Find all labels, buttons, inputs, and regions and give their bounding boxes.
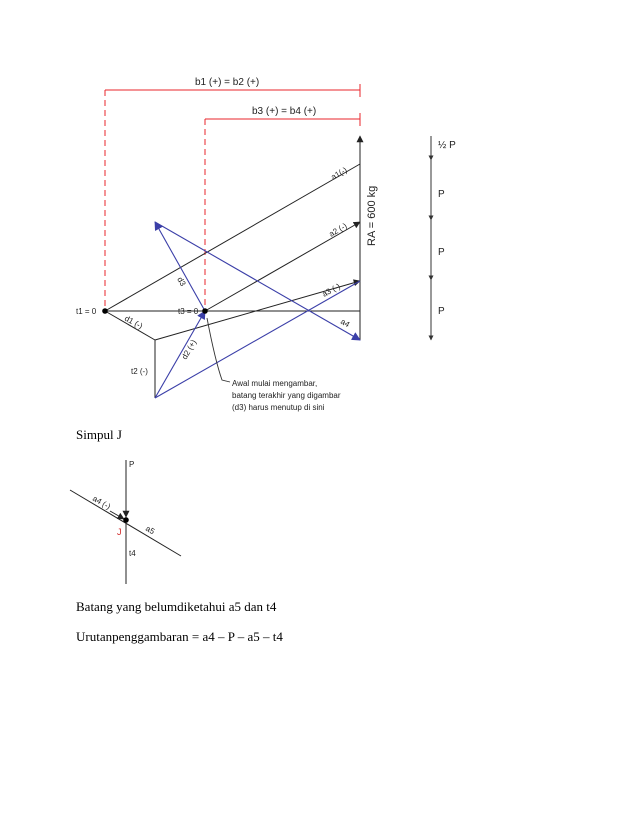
node-j (123, 517, 129, 523)
label-b3-b4: b3 (+) = b4 (+) (252, 106, 317, 117)
load-label-p1: P (438, 189, 445, 200)
load-label-p3: P (438, 306, 445, 317)
label-d1: d1 (-) (123, 313, 145, 331)
label-t2: t2 (-) (131, 367, 148, 376)
load-label-p2: P (438, 247, 445, 258)
label-ra: RA = 600 kg (366, 185, 378, 246)
node-t3 (202, 308, 208, 314)
note-line-1: Awal mulai mengambar, (232, 379, 318, 388)
note-line-3: (d3) harus menutup di sini (232, 403, 325, 412)
label-a1: a1(-) (329, 165, 349, 182)
label-a4-j: a4 (-) (91, 493, 113, 512)
note-line-2: batang terakhir yang digambar (232, 391, 341, 400)
note-leader (207, 318, 230, 382)
label-d3: d3 (175, 275, 188, 288)
label-p: P (129, 460, 135, 469)
text-unknown-members: Batang yang belumdiketahui a5 dan t4 (76, 599, 277, 614)
section-title: Simpul J (76, 427, 122, 442)
load-label-half-p: ½ P (438, 140, 456, 151)
dimension-b1-b2 (105, 84, 360, 310)
label-t1: t1 = 0 (76, 307, 97, 316)
text-drawing-order: Urutanpenggambaran = a4 – P – a5 – t4 (76, 629, 283, 644)
label-d2: d2 (+) (179, 338, 199, 361)
joint-j-diagram (70, 460, 181, 584)
label-t4: t4 (129, 549, 136, 558)
label-t3: t3 = 0 (178, 307, 199, 316)
dimension-b3-b4 (205, 113, 360, 310)
node-t1 (102, 308, 108, 314)
line-a1 (105, 164, 360, 311)
line-d3 (155, 222, 205, 311)
cremona-diagram (76, 77, 456, 412)
label-a5: a5 (144, 523, 157, 537)
label-a2: a2 (-) (327, 221, 349, 239)
label-b1-b2: b1 (+) = b2 (+) (195, 77, 260, 88)
label-j: J (117, 527, 122, 537)
label-a3: a3 (-) (320, 281, 342, 299)
label-a4: a4 (339, 316, 352, 330)
